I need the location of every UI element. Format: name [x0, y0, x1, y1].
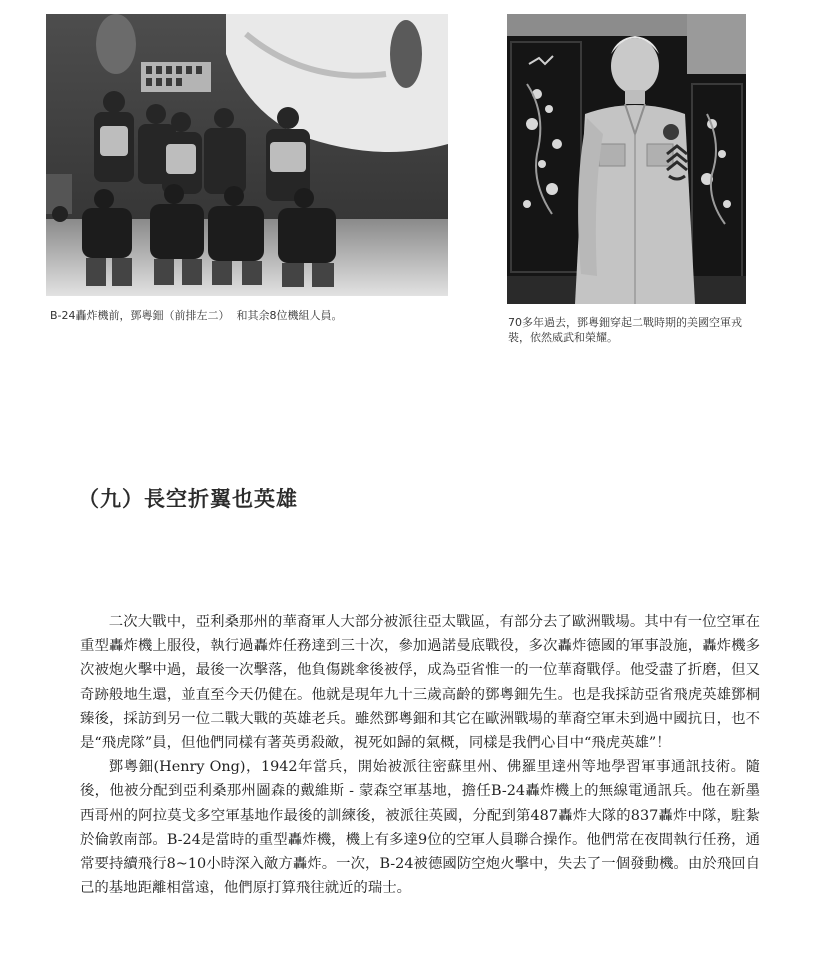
article-paragraph: 二次大戰中，亞利桑那州的華裔軍人大部分被派往亞太戰區，有部分去了歐洲戰場。其中有一位空軍在重型轟炸機上服役，執行過轟炸任務達到三十次，參加過諾曼底戰役，多次轟炸德國的軍事設施，轟炸機多次被炮火擊中過，最後一次擊落，他負傷跳傘後被俘，成為亞省惟一的一位華裔戰俘。他受盡了折磨，但又奇跡般地生還，並直至今天仍健在。他就是現年九十三歲高齡的鄧粵鈿先生。也是我採訪亞省飛虎英雄鄧桐臻後，採訪到另一位二戰大戰的英雄老兵。雖然鄧粵鈿和其它在歐洲戰場的華裔空軍未到過中國抗日，也不是“飛虎隊”員，但他們同樣有著英勇殺敵，視死如歸的氣概，同樣是我們心目中“飛虎英雄”！ [80, 614, 760, 752]
crew-photo-image [46, 14, 448, 296]
article-paragraph: 鄧粵鈿(Henry Ong)，1942年當兵，開始被派往密蘇里州、佛羅里達州等地學習軍事通訊技術。隨後，他被分配到亞利桑那州圖森的戴維斯 - 蒙森空軍基地，擔任B-24轟炸機上的無線電通訊兵。他在新墨西哥州的阿拉莫戈多空軍基地作最後的訓練後，被派往英國，分配到第487轟炸大隊的837轟炸中隊，駐紮於倫敦南部。B-24是當時的重型轟炸機，機上有多達9位的空軍人員聯合操作。他們常在夜間執行任務，通常要持續飛行8~10小時深入敵方轟炸。一次，B-24被德國防空炮火擊中，失去了一個發動機。由於飛回自己的基地距離相當遠，他們原打算飛往就近的瑞士。 [80, 759, 760, 897]
crew-photo-caption: B-24轟炸機前，鄧粵鈿（前排左二） 和其余8位機組人員。 [50, 309, 343, 322]
section-title: （九）長空折翼也英雄 [78, 487, 298, 511]
veteran-photo-caption: 70多年過去，鄧粵鈿穿起二戰時期的美國空軍戎裝，依然威武和榮耀。 [508, 316, 742, 344]
veteran-photo-image [507, 14, 746, 304]
article-body [80, 610, 760, 900]
veteran-photo [507, 14, 746, 304]
crew-photo [46, 14, 448, 296]
